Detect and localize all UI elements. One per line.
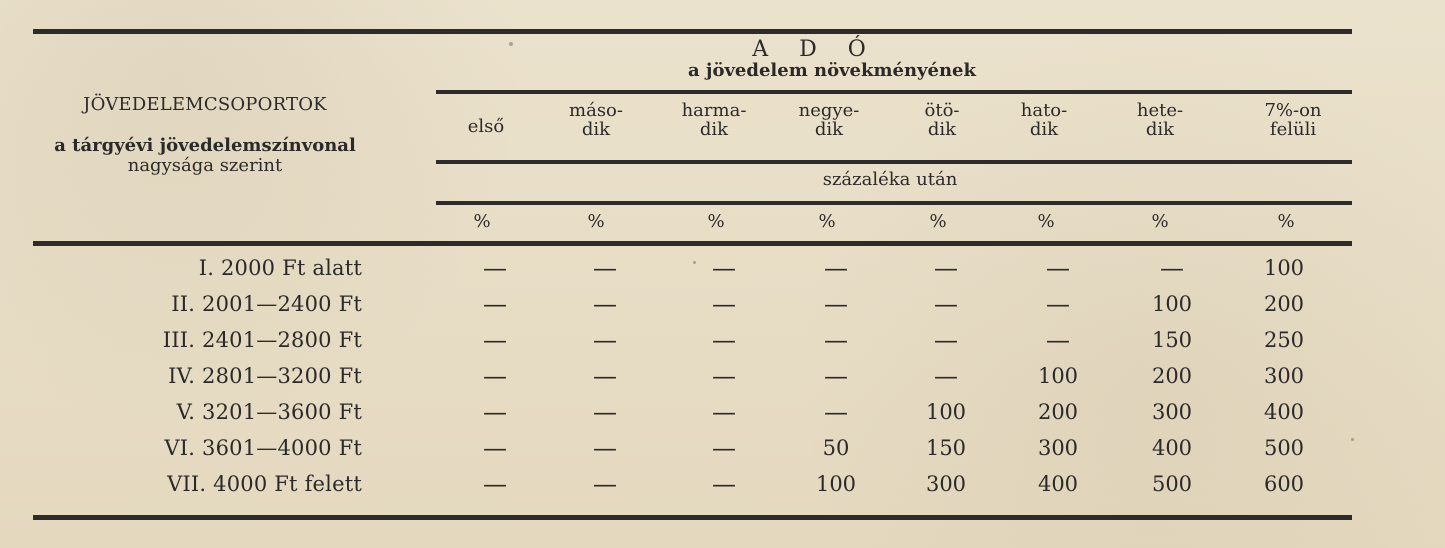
bottom-rule <box>33 515 1352 520</box>
table-row <box>0 472 1445 506</box>
table-cell: — <box>712 398 736 426</box>
table-cell: — <box>483 434 507 462</box>
table-cell: — <box>593 290 617 318</box>
table-cell: — <box>1046 290 1070 318</box>
percent-symbol-7: % <box>1151 211 1169 232</box>
table-cell: — <box>934 254 958 282</box>
table-cell: 100 <box>1037 364 1079 388</box>
table-cell: — <box>824 254 848 282</box>
table-row <box>0 364 1445 398</box>
income-group-label: VI. 3601—4000 Ft <box>164 436 362 460</box>
table-cell: — <box>1160 254 1184 282</box>
table-cell: 300 <box>1151 400 1193 424</box>
table-cell: — <box>483 254 507 282</box>
table-cell: — <box>483 362 507 390</box>
column-header-3-line1: harma- <box>681 100 747 121</box>
table-cell: 100 <box>925 400 967 424</box>
table-cell: — <box>483 398 507 426</box>
tax-subtitle <box>622 60 1042 81</box>
percent-symbol-3: % <box>707 211 725 232</box>
table-cell: 200 <box>1151 364 1193 388</box>
table-cell: — <box>593 362 617 390</box>
table-cell: 500 <box>1263 436 1305 460</box>
income-group-label: V. 3201—3600 Ft <box>176 400 362 424</box>
table-cell: 600 <box>1263 472 1305 496</box>
income-group-header <box>36 95 374 177</box>
table-cell: 150 <box>1151 328 1193 352</box>
table-row <box>0 400 1445 434</box>
table-cell: 500 <box>1151 472 1193 496</box>
income-group-subtitle-1-text: a tárgyévi jövedelemszínvonal <box>54 134 356 156</box>
table-cell: — <box>824 326 848 354</box>
table-cell: 200 <box>1263 292 1305 316</box>
column-header-5 <box>892 102 992 140</box>
tax-title: A D Ó <box>752 37 878 62</box>
header-rule-2 <box>436 160 1352 164</box>
column-header-5-line2: dik <box>927 118 957 140</box>
column-header-2-line1: máso- <box>569 100 623 121</box>
table-cell: — <box>824 290 848 318</box>
tax-subtitle-text: a jövedelem növekményének <box>688 60 976 81</box>
header-rule-3 <box>436 201 1352 205</box>
table-cell: — <box>712 362 736 390</box>
table-cell: 300 <box>925 472 967 496</box>
table-cell: — <box>593 434 617 462</box>
table-cell: — <box>824 398 848 426</box>
column-header-7 <box>1110 102 1210 140</box>
paper-speck <box>1351 438 1354 441</box>
column-header-4-line2: dik <box>814 118 844 140</box>
income-group-label: VII. 4000 Ft felett <box>167 472 362 496</box>
table-cell: — <box>483 290 507 318</box>
table-row <box>0 292 1445 326</box>
percent-symbol-8: % <box>1277 211 1295 232</box>
table-cell: 200 <box>1037 400 1079 424</box>
table-cell: — <box>483 470 507 498</box>
income-group-label: I. 2000 Ft alatt <box>198 256 362 280</box>
table-cell: 400 <box>1151 436 1193 460</box>
column-header-7-line2: dik <box>1145 118 1175 140</box>
column-header-5-line1: ötö- <box>924 100 960 121</box>
table-row <box>0 436 1445 470</box>
column-header-3 <box>664 102 764 140</box>
table-cell: — <box>593 470 617 498</box>
column-header-8-line1: 7%-on <box>1264 100 1322 121</box>
percent-symbol-4: % <box>818 211 836 232</box>
table-cell: — <box>934 326 958 354</box>
table-cell: 400 <box>1037 472 1079 496</box>
table-cell: — <box>593 254 617 282</box>
table-cell: — <box>483 326 507 354</box>
table-cell: — <box>712 434 736 462</box>
column-header-1 <box>446 118 526 137</box>
column-header-3-line2: dik <box>699 118 729 140</box>
table-row <box>0 256 1445 290</box>
table-cell: — <box>712 326 736 354</box>
paper-speck <box>693 261 696 264</box>
percent-symbol-6: % <box>1037 211 1055 232</box>
table-cell: 100 <box>1263 256 1305 280</box>
table-cell: — <box>712 254 736 282</box>
table-cell: 300 <box>1263 364 1305 388</box>
percent-symbol-5: % <box>929 211 947 232</box>
column-header-1-line1: első <box>467 116 505 137</box>
column-header-6 <box>994 102 1094 140</box>
table-row <box>0 328 1445 362</box>
income-group-label: III. 2401—2800 Ft <box>162 328 362 352</box>
percent-symbol-2: % <box>587 211 605 232</box>
column-header-2-line2: dik <box>581 118 611 140</box>
table-cell: 100 <box>1151 292 1193 316</box>
header-bottom-rule <box>33 241 1352 246</box>
column-header-4-line1: negye- <box>798 100 860 121</box>
table-cell: — <box>593 398 617 426</box>
percent-symbol-1: % <box>473 211 491 232</box>
tax-header <box>720 38 910 61</box>
top-rule <box>33 29 1352 34</box>
table-cell: 50 <box>822 436 850 460</box>
column-header-2 <box>546 102 646 140</box>
table-cell: — <box>712 470 736 498</box>
table-cell: 100 <box>815 472 857 496</box>
paper-speck <box>509 42 513 46</box>
table-cell: 300 <box>1037 436 1079 460</box>
income-group-title: JÖVEDELEMCSOPORTOK <box>83 94 327 115</box>
table-cell: — <box>1046 326 1070 354</box>
table-cell: — <box>934 290 958 318</box>
table-cell: — <box>712 290 736 318</box>
column-header-4 <box>779 102 879 140</box>
table-cell: — <box>1046 254 1070 282</box>
percent-after-label: százaléka után <box>822 169 958 190</box>
table-cell: — <box>593 326 617 354</box>
table-cell: — <box>824 362 848 390</box>
header-rule-1 <box>436 90 1352 94</box>
column-header-6-line1: hato- <box>1020 100 1068 121</box>
column-header-8-line2: felüli <box>1269 118 1317 140</box>
income-group-subtitle-2: nagysága szerint <box>127 155 283 177</box>
column-header-6-line2: dik <box>1029 118 1059 140</box>
income-group-label: II. 2001—2400 Ft <box>171 292 362 316</box>
income-group-label: IV. 2801—3200 Ft <box>168 364 362 388</box>
column-header-8 <box>1238 102 1348 140</box>
column-header-7-line1: hete- <box>1136 100 1184 121</box>
income-group-subtitle-1 <box>36 136 374 157</box>
table-cell: 250 <box>1263 328 1305 352</box>
table-cell: — <box>934 362 958 390</box>
table-cell: 400 <box>1263 400 1305 424</box>
table-cell: 150 <box>925 436 967 460</box>
